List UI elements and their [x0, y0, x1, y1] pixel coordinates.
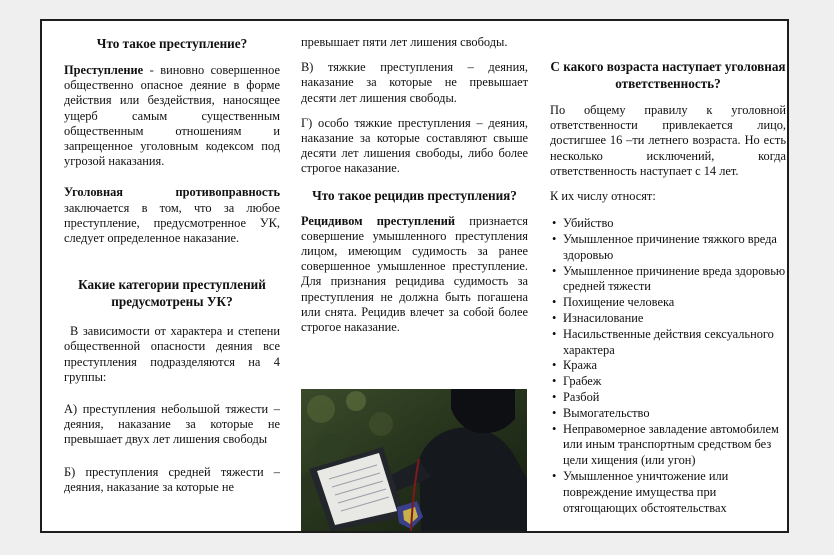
brochure-page: [40, 19, 789, 533]
list-item: • Умышленное причинение вреда здоровью средней тяжести: [550, 264, 786, 296]
column-2: [301, 21, 528, 531]
illegality-definition-text: заключается в том, что за любое преступление, предусмотренное УК, следует определенное наказание.: [64, 200, 280, 246]
crime-definition: [64, 63, 280, 169]
category-a: А) преступления небольшой тяжести – деяния, наказание за которые не превышает двух лет лишения свободы: [64, 402, 280, 447]
list-item: • Кража: [550, 358, 786, 374]
section-title-age: С какого возраста наступает уголовная ответственность?: [550, 59, 786, 91]
category-v: В) тяжкие преступления – деяния, наказание за которые не превышает десяти лет лишения свободы.: [301, 60, 528, 105]
police-officer-illustration: [301, 389, 527, 531]
category-b: Б) преступления средней тяжести – деяния, наказание за которые не: [64, 464, 280, 494]
crimes-list: [550, 216, 786, 516]
recidivism-definition-text: признается совершение умышленного преступления лицом, имеющим судимость за ранее совершенное умышленное преступление. Для признания рецидива судимость за преступления не должна быть погашена или снята. Рецидив влечет за собой более строгое наказание.: [301, 213, 528, 335]
column-3: [550, 21, 786, 531]
list-item: • Насильственные действия сексуального характера: [550, 327, 786, 359]
column-1: [64, 21, 280, 531]
category-b-continued: превышает пяти лет лишения свободы.: [301, 35, 508, 49]
list-item: • Изнасилование: [550, 311, 786, 327]
list-item: • Разбой: [550, 390, 786, 406]
section-title-what-is-crime: Что такое преступление?: [96, 36, 248, 51]
crime-term: Преступление: [64, 63, 144, 77]
age-text: По общему правилу к уголовной ответственности привлекается лицо, достигшее 16 –ти летнего возраста. Но есть несколько исключений, когда ответственность наступает с 14 лет.: [550, 103, 786, 178]
list-item: • Похищение человека: [550, 295, 786, 311]
list-item: • Грабеж: [550, 374, 786, 390]
section-title-recidivism: Что такое рецидив преступления?: [312, 187, 517, 203]
illegality-term: Уголовная противоправность: [64, 185, 280, 200]
categories-intro: В зависимости от характера и степени общественной опасности деяния все преступления подразделяются на 4 группы:: [64, 324, 280, 384]
recidivism-term: Рецидивом преступлений: [301, 213, 456, 228]
crime-definition-text: - виновно совершенное общественно опасное деяние в форме действия или бездействия, наносящее ущерб самым существенным общественным отношениям и запрещенное уголовным кодексом под угрозой наказания.: [64, 63, 280, 169]
list-intro: К их числу относят:: [550, 189, 656, 204]
illegality-definition: [64, 185, 280, 246]
section-title-categories: Какие категории преступлений предусмотрены УК?: [78, 277, 266, 310]
list-item: • Неправомерное завладение автомобилем или иным транспортным средством без цели хищения (или угон): [550, 422, 786, 469]
list-item: • Убийство: [550, 216, 786, 232]
category-g: Г) особо тяжкие преступления – деяния, наказание за которые составляют свыше десяти лет лишения свободы, либо более строгое наказание.: [301, 115, 528, 176]
police-officer-photo: [301, 389, 527, 531]
recidivism-definition: [301, 214, 528, 336]
list-item: • Умышленное причинение тяжкого вреда здоровью: [550, 232, 786, 264]
list-item: • Вымогательство: [550, 406, 786, 422]
list-item: • Умышленное уничтожение или повреждение имущества при отягощающих обстоятельствах: [550, 469, 786, 516]
